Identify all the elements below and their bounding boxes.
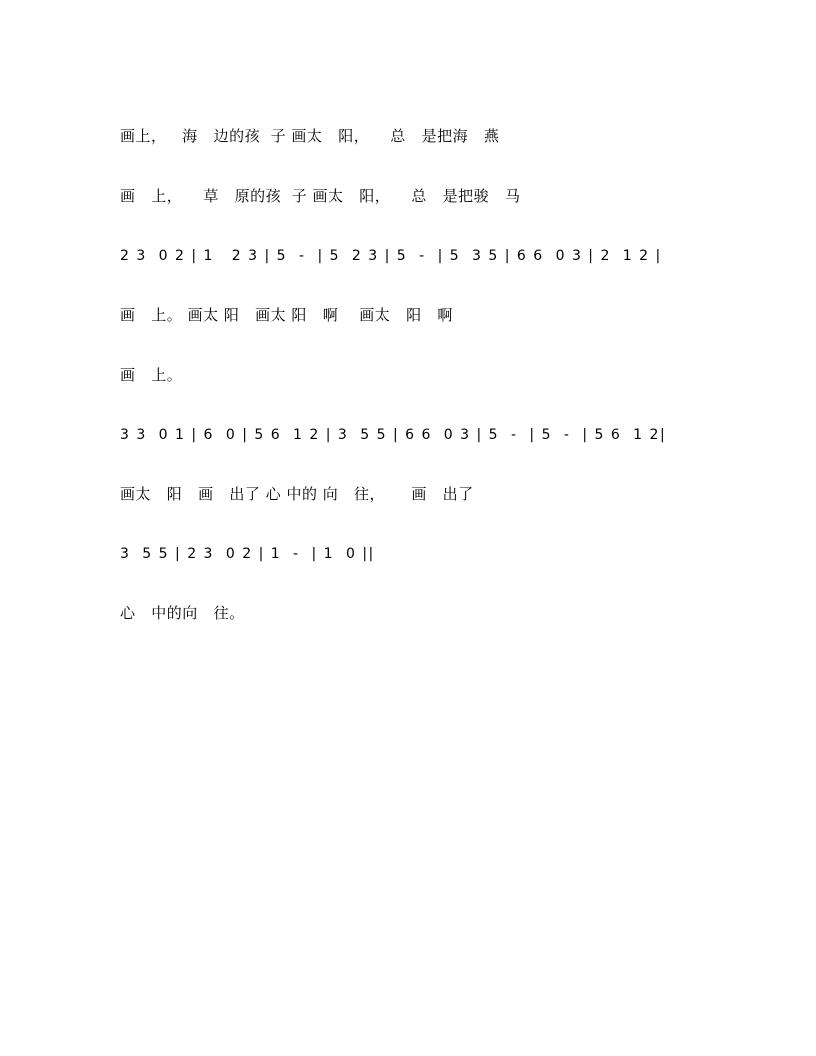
notation-line-3: 3 5 5 | 2 3 0 2 | 1 - | 1 0 || [120,546,375,562]
lyric-line-1: 画上， 海 边的孩 子 画太 阳， 总 是把海 燕 [120,127,500,145]
notation-line-2: 3 3 0 1 | 6 0 | 5 6 1 2 | 3 5 5 | 6 6 0 3 | 5 - | 5 - | 5 6 1 2| [120,427,667,443]
notation-line-1: 2 3 0 2 | 1 2 3 | 5 - | 5 2 3 | 5 - | 5 3 5 | 6 6 0 3 | 2 1 2 | [120,248,662,264]
lyric-line-5: 画太 阳 画 出了 心 中的 向 往， 画 出了 [120,485,474,503]
lyric-line-6: 心 中的向 往。 [120,604,245,622]
lyric-line-2: 画 上， 草 原的孩 子 画太 阳， 总 是把骏 马 [120,187,521,205]
lyric-line-3: 画 上。 画太 阳 画太 阳 啊 画太 阳 啊 [120,306,453,324]
lyric-line-4: 画 上。 [120,366,183,384]
